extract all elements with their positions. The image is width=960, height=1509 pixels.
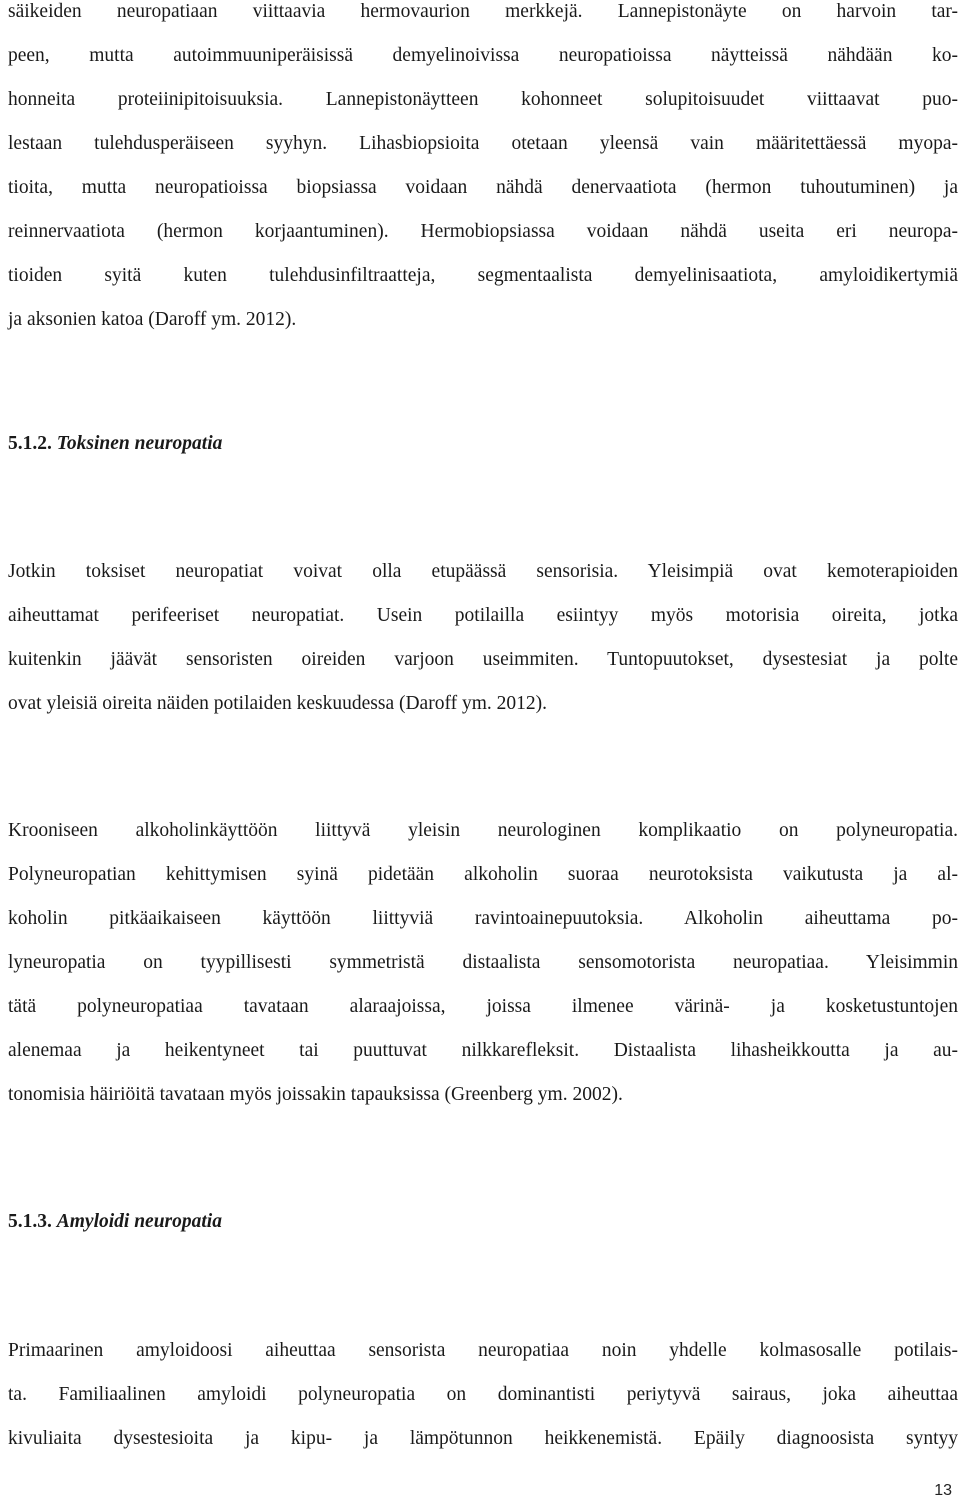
text-line: ta. Familiaalinen amyloidi polyneuropatia on dominantisti periytyvä sairaus, joka aiheuttaa — [8, 1384, 958, 1405]
text-line: Primaarinen amyloidoosi aiheuttaa sensorista neuropatiaa noin yhdelle kolmasosalle potilais- — [8, 1340, 958, 1361]
text-line: kivuliaita dysestesioita ja kipu- ja lämpötunnon heikkenemistä. Epäily diagnoosista syntyy — [8, 1428, 958, 1449]
text-line: kuitenkin jäävät sensoristen oireiden varjoon useimmiten. Tuntopuutokset, dysestesiat ja polte — [8, 649, 958, 670]
text-line: Jotkin toksiset neuropatiat voivat olla etupäässä sensorisia. Yleisimpiä ovat kemoterapioiden — [8, 561, 958, 582]
paragraph-toxic-neuropathy — [8, 550, 958, 726]
section-title: Amyloidi neuropatia — [56, 1211, 222, 1232]
text-line: ovat yleisiä oireita näiden potilaiden keskuudessa (Daroff ym. 2012). — [8, 693, 547, 714]
text-line: lyneuropatia on tyypillisesti symmetristä distaalista sensomotorista neuropatiaa. Yleisimmin — [8, 952, 958, 973]
text-line: tioiden syitä kuten tulehdusinfiltraatteja, segmentaalista demyelinisaatiota, amyloidikertymiä — [8, 265, 958, 286]
section-title: Toksinen neuropatia — [56, 433, 223, 454]
section-number: 5.1.2. — [8, 433, 52, 454]
text-line: honneita proteiinipitoisuuksia. Lannepistonäytteen kohonneet solupitoisuudet viittaavat puo- — [8, 89, 958, 110]
section-heading-amyloid-neuropathy — [8, 1200, 222, 1244]
text-line: peen, mutta autoimmuuniperäisissä demyelinoivissa neuropatioissa näytteissä nähdään ko- — [8, 45, 958, 66]
text-line: lestaan tulehdusperäiseen syyhyn. Lihasbiopsioita otetaan yleensä vain määritettäessä myopa- — [8, 133, 958, 154]
text-line: Polyneuropatian kehittymisen syinä pidetään alkoholin suoraa neurotoksista vaikutusta ja al- — [8, 864, 958, 885]
text-line: reinnervaatiota (hermon korjaantuminen). Hermobiopsiassa voidaan nähdä useita eri neuropa- — [8, 221, 958, 242]
section-number: 5.1.3. — [8, 1211, 52, 1232]
paragraph-amyloid-neuropathy — [8, 1329, 958, 1461]
page-number: 13 — [934, 1482, 952, 1499]
text-line: koholin pitkäaikaiseen käyttöön liittyviä ravintoainepuutoksia. Alkoholin aiheuttama po- — [8, 908, 958, 929]
paragraph-alcohol-neuropathy — [8, 809, 958, 1117]
section-heading-toxic-neuropathy — [8, 422, 222, 466]
text-line: tioita, mutta neuropatioissa biopsiassa voidaan nähdä denervaatiota (hermon tuhoutuminen) ja — [8, 177, 958, 198]
text-line: säikeiden neuropatiaan viittaavia hermovaurion merkkejä. Lannepistonäyte on harvoin tar- — [8, 1, 958, 22]
text-line: Krooniseen alkoholinkäyttöön liittyvä yleisin neurologinen komplikaatio on polyneuropatia. — [8, 820, 958, 841]
paragraph-diagnostics — [8, 0, 958, 342]
text-line: tonomisia häiriöitä tavataan myös joissakin tapauksissa (Greenberg ym. 2002). — [8, 1084, 623, 1105]
text-line: aiheuttamat perifeeriset neuropatiat. Usein potilailla esiintyy myös motorisia oireita, jotka — [8, 605, 958, 626]
text-line: alenemaa ja heikentyneet tai puuttuvat nilkkarefleksit. Distaalista lihasheikkoutta ja au- — [8, 1040, 958, 1061]
text-line: tätä polyneuropatiaa tavataan alaraajoissa, joissa ilmenee värinä- ja kosketustuntojen — [8, 996, 958, 1017]
text-line: ja aksonien katoa (Daroff ym. 2012). — [8, 309, 297, 330]
